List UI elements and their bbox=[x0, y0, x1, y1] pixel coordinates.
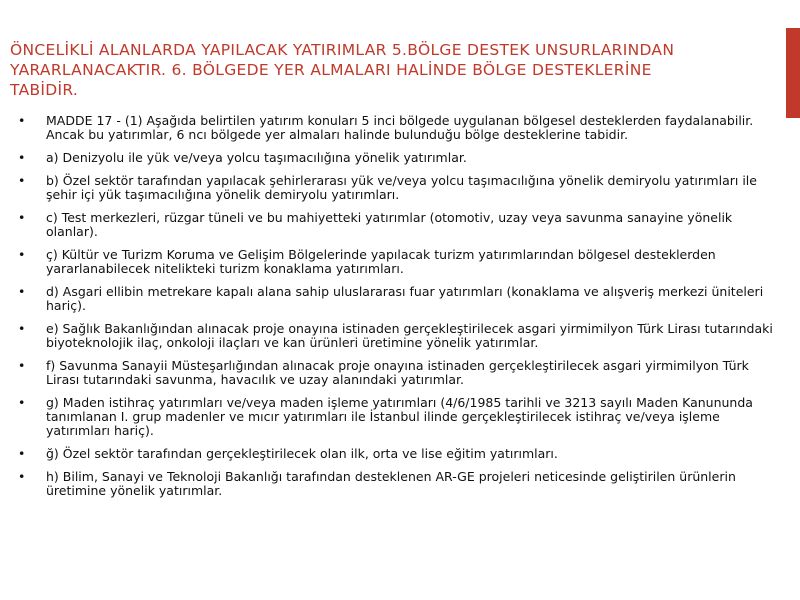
list-item-text: ç) Kültür ve Turizm Koruma ve Gelişim Bölgelerinde yapılacak turizm yatırımlarından bölgesel desteklerden yararlanabilecek nitelikteki turizm konaklama yatırımları. bbox=[46, 247, 716, 276]
list-item bbox=[18, 285, 778, 313]
bullet-glyph: • bbox=[18, 150, 26, 165]
title-line-2: YARARLANACAKTIR. 6. BÖLGEDE YER ALMALARI HALİNDE BÖLGE DESTEKLERİNE bbox=[10, 61, 652, 79]
bullet-glyph: • bbox=[18, 173, 26, 188]
list-item bbox=[18, 396, 778, 438]
list-item bbox=[18, 151, 778, 165]
list-item-text: a) Denizyolu ile yük ve/veya yolcu taşımacılığına yönelik yatırımlar. bbox=[46, 150, 467, 165]
list-item-text: h) Bilim, Sanayi ve Teknoloji Bakanlığı tarafından desteklenen AR-GE projeleri neticesinde geliştirilen ürünlerin üretimine yönelik yatırımlar. bbox=[46, 469, 736, 498]
bullet-glyph: • bbox=[18, 358, 26, 373]
list-item-text: ğ) Özel sektör tarafından gerçekleştirilecek olan ilk, orta ve lise eğitim yatırımları. bbox=[46, 446, 558, 461]
list-item bbox=[18, 211, 778, 239]
title-line-3: TABİDİR. bbox=[10, 81, 79, 99]
bullet-list bbox=[18, 114, 778, 507]
bullet-glyph: • bbox=[18, 395, 26, 410]
list-item-text: f) Savunma Sanayii Müsteşarlığından alınacak proje onayına istinaden gerçekleştirilecek asgari yirmimilyon Türk Lirası tutarındaki savunma, havacılık ve uzay alanındaki yatırımlar. bbox=[46, 358, 749, 387]
list-item bbox=[18, 470, 778, 498]
list-item-text: b) Özel sektör tarafından yapılacak şehirlerarası yük ve/veya yolcu taşımacılığına yönelik demiryolu yatırımları ile şehir içi yük taşımacılığına yönelik demiryolu yatırımları. bbox=[46, 173, 757, 202]
list-item bbox=[18, 447, 778, 461]
bullet-glyph: • bbox=[18, 210, 26, 225]
title-line-1: ÖNCELİKLİ ALANLARDA YAPILACAK YATIRIMLAR 5.BÖLGE DESTEK UNSURLARINDAN bbox=[10, 41, 675, 59]
list-item-text: c) Test merkezleri, rüzgar tüneli ve bu mahiyetteki yatırımlar (otomotiv, uzay veya savunma sanayine yönelik olanlar). bbox=[46, 210, 733, 239]
bullet-glyph: • bbox=[18, 469, 26, 484]
bullet-glyph: • bbox=[18, 247, 26, 262]
list-item bbox=[18, 114, 778, 142]
list-item-text: MADDE 17 - (1) Aşağıda belirtilen yatırım konuları 5 inci bölgede uygulanan bölgesel desteklerden faydalanabilir. Ancak bu yatırımlar, 6 ncı bölgede yer almaları halinde bulunduğu bölge desteklerine tabidir. bbox=[46, 113, 754, 142]
list-item-text: d) Asgari ellibin metrekare kapalı alana sahip uluslararası fuar yatırımları (konaklama ve alışveriş merkezi üniteleri hariç). bbox=[46, 284, 764, 313]
list-item bbox=[18, 359, 778, 387]
bullet-glyph: • bbox=[18, 113, 26, 128]
list-item bbox=[18, 174, 778, 202]
list-item-text: e) Sağlık Bakanlığından alınacak proje onayına istinaden gerçekleştirilecek asgari yirmimilyon Türk Lirası tutarındaki biyoteknolojik ilaç, onkoloji ilaçları ve kan ürünleri üretimine yönelik yatırımlar. bbox=[46, 321, 773, 350]
bullet-glyph: • bbox=[18, 284, 26, 299]
slide-title bbox=[10, 40, 780, 100]
list-item-text: g) Maden istihraç yatırımları ve/veya maden işleme yatırımları (4/6/1985 tarihli ve 3213 sayılı Maden Kanununda tanımlanan I. grup madenler ve mıcır yatırımları ile İstanbul ilinde gerçekleştirilecek istihraç ve/veya işleme yatırımları hariç). bbox=[46, 395, 753, 438]
bullet-glyph: • bbox=[18, 321, 26, 336]
list-item bbox=[18, 322, 778, 350]
list-item bbox=[18, 248, 778, 276]
bullet-glyph: • bbox=[18, 446, 26, 461]
accent-bar bbox=[786, 28, 800, 118]
